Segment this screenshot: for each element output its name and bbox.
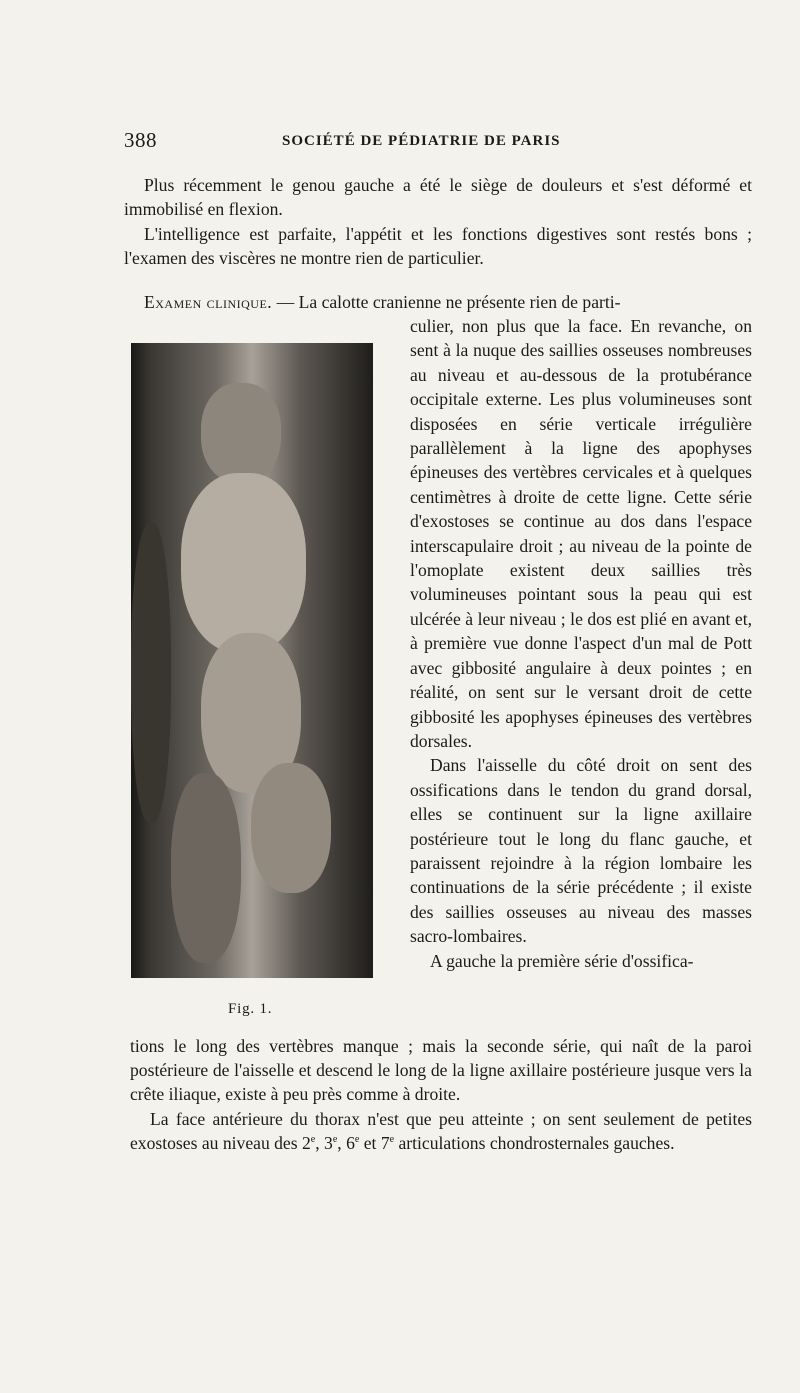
heading-dash: — [276, 292, 295, 312]
section-heading-clinical-exam: Examen clinique. [144, 292, 273, 312]
page-header [124, 128, 752, 158]
exam-lead-text: La calotte cranienne ne présente rien de parti- [298, 292, 621, 312]
paragraph-thorax: La face antérieure du thorax n'est que peu atteinte ; on sent seulement de petites exostoses au niveau des 2e, 3e, 6e et 7e articulations chondrosternales gauches. [130, 1108, 752, 1153]
paragraph-neck-exostoses: culier, non plus que la face. En revanche, on sent à la nuque des saillies osseuses nombreuses au niveau et au-dessous de la protubérance occipitale externe. Les plus volumineuses sont disposées en série verticale irrégulière parallèlement à la ligne des apophyses épineuses des vertèbres cervicales et à quelques centimètres à droite de cette ligne. Cette série d'exostoses se continue au dos dans l'espace interscapulaire droit ; au niveau de la pointe de l'omoplate existent deux saillies très volumineuses pointant sous la peau qui est ulcérée à leur niveau ; le dos est plié en avant et, à première vue donne l'aspect d'un mal de Pott avec gibbosité angulaire à deux pointes ; en réalité, on sent sur le versant droit de cette gibbosité les apophyses épineuses des vertèbres dorsales. [410, 316, 752, 751]
right-column-text [410, 314, 752, 973]
paragraph-left-side-end: tions le long des vertèbres manque ; mais la seconde série, qui naît de la paroi postérieure de l'aisselle et descend le long de la ligne axillaire postérieure jusque vers la crête iliaque, existe à peu près comme à droite. [130, 1036, 752, 1105]
paragraph-left-side-start: A gauche la première série d'ossifica- [430, 950, 694, 971]
running-title: SOCIÉTÉ DE PÉDIATRIE DE PARIS [282, 133, 561, 149]
bottom-text [130, 1034, 752, 1155]
paragraph-knee: Plus récemment le genou gauche a été le siège de douleurs et s'est déformé et immobilisé en flexion. [124, 175, 752, 220]
page-number: 388 [124, 128, 157, 152]
exam-intro [124, 290, 752, 314]
paragraph-intelligence: L'intelligence est parfaite, l'appétit et les fonctions digestives sont restés bons ; l'examen des viscères ne montre rien de particulier. [124, 223, 752, 269]
paragraph-armpit: Dans l'aisselle du côté droit on sent des ossifications dans le tendon du grand dorsal, elles se continuent sur la ligne axillaire postérieure tout le long du flanc gauche, et paraissent rejoindre à la région lombaire les continuations de la série précédente ; il existe des saillies osseuses au niveau des masses sacro-lombaires. [410, 755, 752, 947]
figure-caption: Fig. 1. [228, 1001, 273, 1017]
intro-text [124, 173, 752, 271]
patient-photograph [131, 343, 373, 978]
